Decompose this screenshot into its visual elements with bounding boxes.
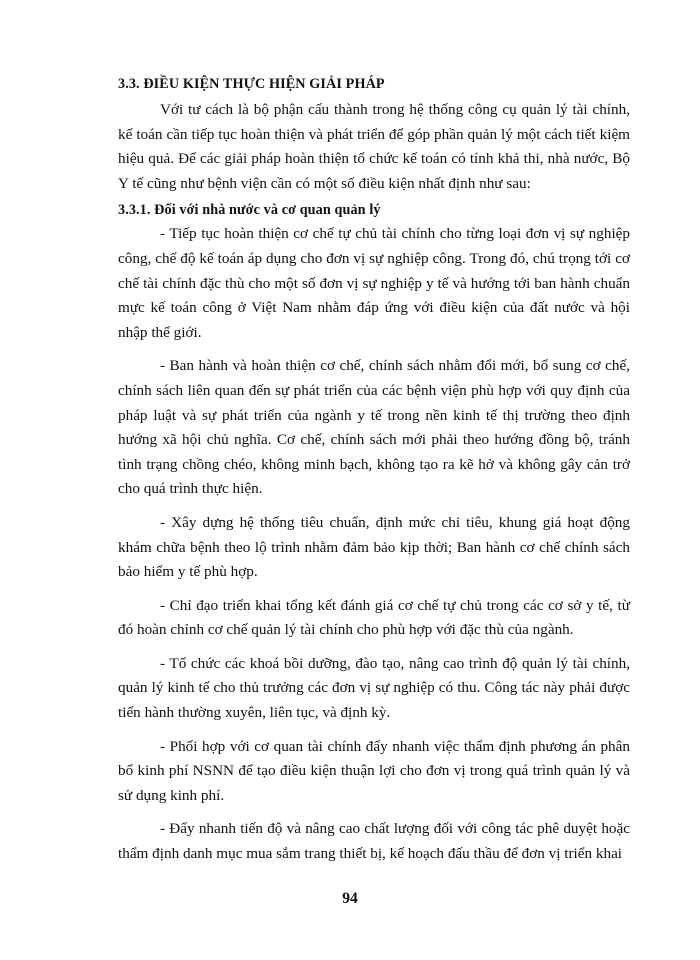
body-paragraph-3: - Xây dựng hệ thống tiêu chuẩn, định mức chi tiêu, khung giá hoạt động khám chữa bệnh theo lộ trình nhằm đảm bảo kịp thời; Ban hành cơ chế chính sách bảo hiểm y tế phù hợp. bbox=[118, 513, 630, 581]
page-number: 94 bbox=[342, 890, 358, 907]
body-paragraph-2: - Ban hành và hoàn thiện cơ chế, chính sách nhằm đổi mới, bổ sung cơ chế, chính sách liên quan đến sự phát triển của các bệnh viện phù hợp với quy định của pháp luật và sự phát triển của ngành y tế trong nền kinh tế thị trường theo định hướng xã hội chủ nghĩa. Cơ chế, chính sách mới phải theo hướng đồng bộ, tránh tình trạng chồng chéo, không minh bạch, không tạo ra kẽ hở và không gây cản trở cho quá trình thực hiện. bbox=[118, 357, 630, 498]
body-paragraph-6: - Phối hợp với cơ quan tài chính đẩy nhanh việc thẩm định phương án phân bổ kinh phí NSNN để tạo điều kiện thuận lợi cho đơn vị trong quá trình quản lý và sử dụng kinh phí. bbox=[118, 737, 630, 804]
subsection-heading: 3.3.1. Đối với nhà nước và cơ quan quản lý bbox=[118, 202, 381, 219]
body-paragraph-5: - Tổ chức các khoá bồi dưỡng, đào tạo, nâng cao trình độ quản lý tài chính, quản lý kinh tế cho thủ trưởng các đơn vị sự nghiệp có thu. Công tác này phải được tiến hành thường xuyên, liên tục, và định kỳ. bbox=[118, 654, 630, 722]
body-paragraph-4: - Chỉ đạo triển khai tổng kết đánh giá cơ chế tự chủ trong các cơ sở y tế, từ đó hoàn chỉnh cơ chế quản lý tài chính cho phù hợp với đặc thù của ngành. bbox=[118, 596, 630, 639]
intro-paragraph: Với tư cách là bộ phận cấu thành trong hệ thống công cụ quản lý tài chính, kế toán cần tiếp tục hoàn thiện và phát triển để góp phần quản lý một cách tiết kiệm hiệu quả. Để các giải pháp hoàn thiện tổ chức kế toán có tính khả thi, nhà nước, Bộ Y tế cũng như bệnh viện cần có một số điều kiện nhất định như sau: bbox=[118, 101, 630, 192]
body-paragraph-1: - Tiếp tục hoàn thiện cơ chế tự chủ tài chính cho từng loại đơn vị sự nghiệp công, chế độ kế toán áp dụng cho đơn vị sự nghiệp công. Trong đó, chú trọng tới cơ chế tài chính đặc thù cho một số đơn vị sự nghiệp y tế và hướng tới ban hành chuẩn mực kế toán công ở Việt Nam nhằm đáp ứng với điều kiện của đất nước và hội nhập thế giới. bbox=[118, 225, 630, 341]
section-heading: 3.3. ĐIỀU KIỆN THỰC HIỆN GIẢI PHÁP bbox=[118, 76, 385, 92]
body-paragraph-7: - Đẩy nhanh tiến độ và nâng cao chất lượng đối với công tác phê duyệt hoặc thẩm định danh mục mua sắm trang thiết bị, kế hoạch đấu thầu để đơn vị triển khai bbox=[118, 820, 630, 863]
page-content bbox=[118, 72, 630, 876]
